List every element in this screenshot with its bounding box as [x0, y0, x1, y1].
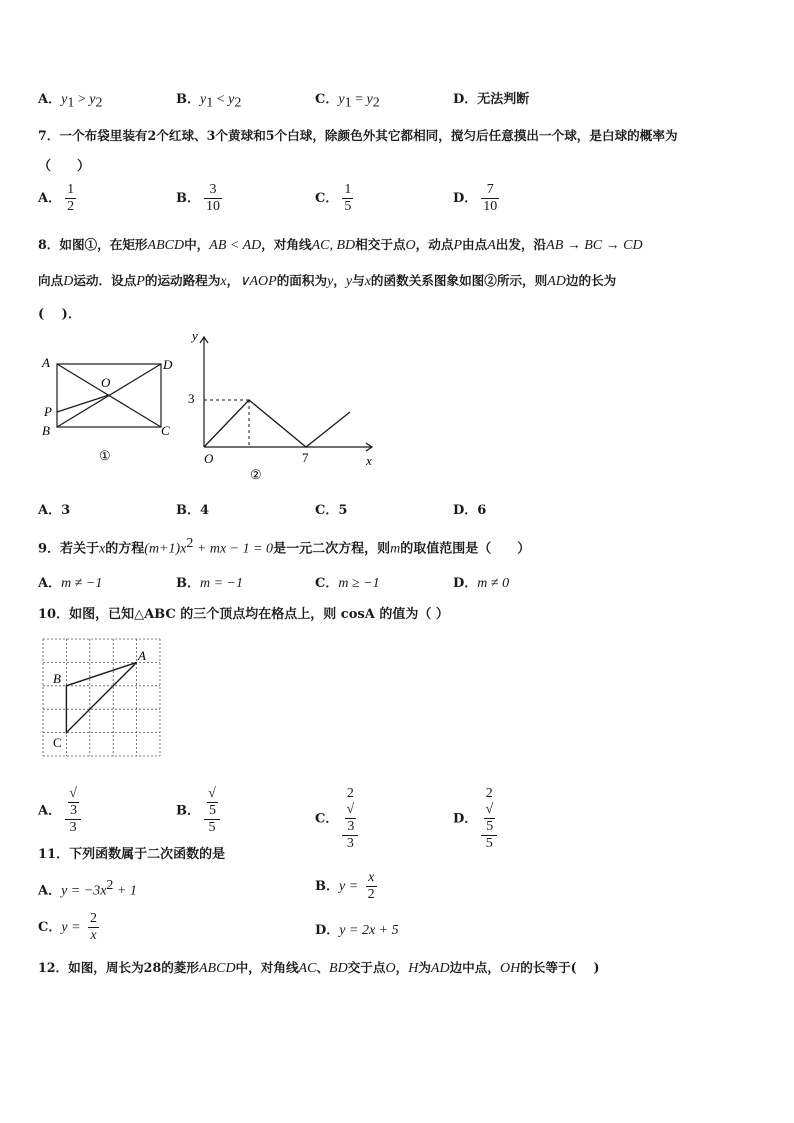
q9-stem: 9．若关于x的方程$(m+1)x^2$ + mx − 1 = 0是一元二次方程，则m的取值范围是（ ） — [38, 536, 531, 557]
label-b: B — [53, 671, 61, 686]
q10-option-d: D． 2 √ 5 5 — [453, 786, 497, 852]
q9-option-c: C．m ≥ −1 — [315, 576, 380, 591]
q11-option-c: C．y = $\frac{2}{x}$ — [38, 911, 98, 943]
q7-paren: （ ） — [38, 159, 91, 174]
q7-option-c: C． $\frac{1}{5}$ — [315, 182, 352, 214]
q6-option-b: B．$y_1 < y_2$ — [176, 92, 242, 111]
label-origin: O — [204, 451, 214, 466]
q8-stem-line3: ( )． — [38, 307, 81, 322]
label-p: P — [44, 404, 52, 419]
q8-figure-graph — [184, 325, 380, 485]
label-o: O — [101, 375, 111, 390]
q7-option-b: B． $\frac{3}{10}$ — [176, 182, 220, 214]
label-a: A — [138, 648, 146, 663]
q6-option-c: C．$y_1 = y_2$ — [315, 92, 380, 111]
q10-stem: 10．如图，已知△ABC 的三个顶点均在格点上，则 cosA 的值为（ ） — [38, 607, 449, 622]
triangle-abc — [66, 662, 136, 732]
q10-option-c: C． 2 √ 3 3 — [315, 786, 358, 852]
q10-option-a: A． √ 3 3 — [38, 786, 81, 836]
function-graph — [204, 400, 350, 447]
q7-option-a: A． $\frac{1}{2}$ — [38, 182, 75, 214]
figure-1-caption: ① — [99, 448, 111, 463]
q11-option-a: A．$y = -3x^2 + 1$ — [38, 878, 137, 899]
q8-option-a: A．3 — [38, 503, 71, 518]
q6-option-a: A．$y_1 > y_2$ — [38, 92, 103, 111]
label-y: y — [192, 328, 198, 343]
q9-option-a: A．m ≠ −1 — [38, 576, 103, 591]
label-three: 3 — [188, 391, 195, 406]
q8-option-b: B．4 — [176, 503, 210, 518]
q8-stem-line1: 8．如图①，在矩形ABCD中，AB < AD，对角线AC, BD相交于点O，动点P由点A出发，沿AB → BC → CD — [38, 237, 643, 253]
q11-stem: 11．下列函数属于二次函数的是 — [38, 847, 226, 862]
figure-2-caption: ② — [250, 467, 262, 482]
q10-option-b: B． √ 5 5 — [176, 786, 220, 836]
q11-option-b: B．y = $\frac{x}{2}$ — [315, 870, 375, 902]
q11-option-d: D．y = 2x + 5 — [315, 923, 399, 938]
q8-option-c: C．5 — [315, 503, 348, 518]
q7-stem: 7．一个布袋里装有2个红球、3个黄球和5个白球，除颜色外其它都相同，搅匀后任意摸出一个球，是白球的概率为 — [38, 128, 678, 143]
label-c: C — [161, 423, 170, 438]
q8-stem-line2: 向点D运动．设点P的运动路程为x，∨AOP的面积为y，y与x的函数关系图象如图②所示，则AD边的长为 — [38, 273, 617, 289]
q9-option-d: D．m ≠ 0 — [453, 576, 510, 591]
label-x: x — [366, 453, 372, 468]
label-d: D — [163, 357, 173, 372]
label-c: C — [53, 735, 62, 750]
q12-stem: 12．如图，周长为28的菱形ABCD中，对角线AC、BD交于点O，H为AD边中点，OH的长等于( ) — [38, 960, 600, 976]
label-a: A — [42, 355, 50, 370]
segment-po — [57, 395, 109, 412]
label-seven: 7 — [302, 450, 309, 465]
q8-figure-rectangle — [36, 350, 176, 468]
q10-grid-figure — [40, 636, 165, 760]
q7-option-d: D． $\frac{7}{10}$ — [453, 182, 498, 214]
label-b: B — [42, 423, 50, 438]
q9-option-b: B．m = −1 — [176, 576, 244, 591]
q8-option-d: D．6 — [453, 503, 487, 518]
q6-option-d: D．无法判断 — [453, 92, 530, 107]
